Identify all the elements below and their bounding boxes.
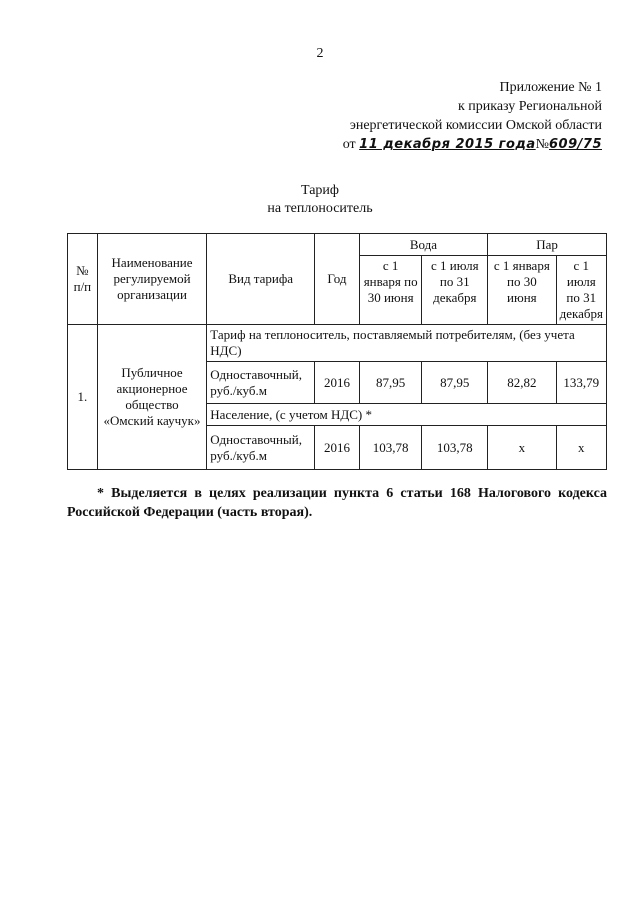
header-water-period-1: с 1 января по 30 июня [359, 256, 422, 325]
header-steam: Пар [488, 234, 607, 256]
header-num: № п/п [68, 234, 98, 325]
water-value-1: 103,78 [359, 426, 422, 470]
section-consumers: Тариф на теплоноситель, поставляемый потребителям, (без учета НДС) [207, 325, 607, 362]
steam-value-2: 133,79 [556, 362, 606, 404]
header-steam-period-2: с 1 июля по 31 декабря [556, 256, 606, 325]
title-line-1: Тариф [301, 183, 339, 198]
section-row-1 [68, 325, 607, 362]
number-label: № [535, 137, 550, 152]
tariff-type: Одноставочный, руб./куб.м [207, 426, 315, 470]
tariff-table [67, 233, 607, 470]
appendix-order-ref: к приказу Региональной [457, 99, 602, 114]
water-value-1: 87,95 [359, 362, 422, 404]
appendix-title: Приложение № 1 [499, 80, 602, 95]
from-label: от [342, 137, 356, 152]
header-type: Вид тарифа [207, 234, 315, 325]
header-water-period-2: с 1 июля по 31 декабря [422, 256, 488, 325]
tariff-year: 2016 [315, 426, 360, 470]
header-steam-period-1: с 1 января по 30 июня [488, 256, 556, 325]
appendix-commission: энергетической комиссии Омской области [349, 118, 602, 133]
section-population: Население, (с учетом НДС) * [207, 404, 607, 426]
steam-value-2: x [556, 426, 606, 470]
tariff-type: Одноставочный, руб./куб.м [207, 362, 315, 404]
steam-value-1: 82,82 [488, 362, 556, 404]
page-number: 2 [316, 46, 324, 61]
footnote: * Выделяется в целях реализации пункта 6 статьи 168 Налогового кодекса Российской Федерации (часть вторая). [67, 486, 607, 520]
tariff-year: 2016 [315, 362, 360, 404]
appendix-block [343, 78, 602, 154]
water-value-2: 103,78 [422, 426, 488, 470]
row-org: Публичное акционерное общество «Омский каучук» [97, 325, 207, 470]
header-row-1 [68, 234, 607, 256]
header-water: Вода [359, 234, 487, 256]
appendix-date-line [343, 135, 602, 154]
handwritten-date: 11 декабря 2015 года [359, 137, 536, 152]
handwritten-number: 609/75 [549, 137, 602, 152]
steam-value-1: x [488, 426, 556, 470]
title-line-2: на теплоноситель [267, 201, 373, 216]
header-org: Наименование регулируемой организации [97, 234, 207, 325]
water-value-2: 87,95 [422, 362, 488, 404]
row-num: 1. [68, 325, 98, 470]
header-year: Год [315, 234, 360, 325]
document-title [0, 182, 640, 218]
